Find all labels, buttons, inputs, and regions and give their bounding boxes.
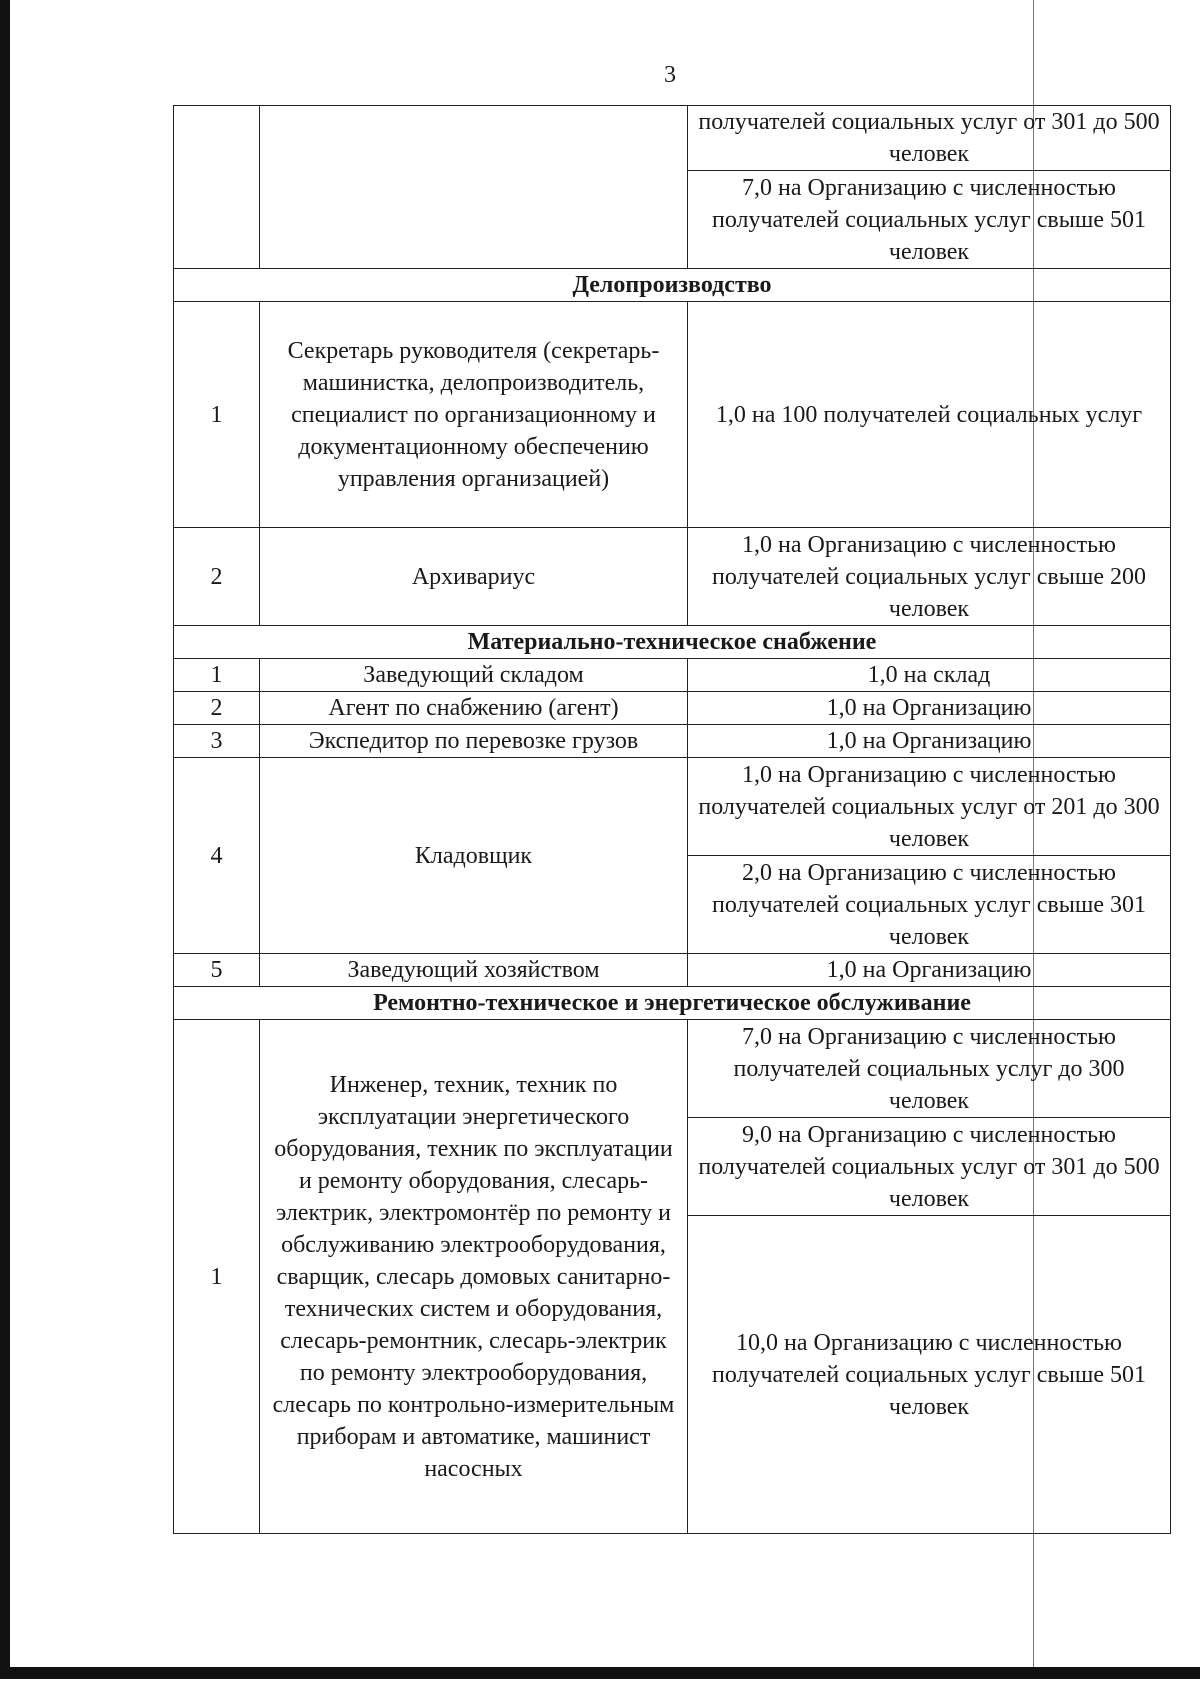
norm-cell: 7,0 на Организацию с численностью получателей социальных услуг свыше 501 человек (688, 171, 1171, 269)
table-row (174, 954, 1171, 987)
row-number: 3 (174, 725, 260, 758)
position-cell: Архивариус (260, 528, 688, 626)
table-row (174, 106, 1171, 171)
table-row (174, 725, 1171, 758)
row-number: 1 (174, 302, 260, 528)
row-number: 5 (174, 954, 260, 987)
table-row (174, 758, 1171, 856)
table-row (174, 1020, 1171, 1118)
norm-cell: 9,0 на Организацию с численностью получателей социальных услуг от 301 до 500 человек (688, 1118, 1171, 1216)
section-title: Ремонтно-техническое и энергетическое обслуживание (174, 987, 1171, 1020)
row-number: 2 (174, 692, 260, 725)
row-number (174, 106, 260, 269)
section-header-row (174, 987, 1171, 1020)
norm-cell: 1,0 на Организацию (688, 725, 1171, 758)
norm-cell: 2,0 на Организацию с численностью получателей социальных услуг свыше 301 человек (688, 856, 1171, 954)
norm-cell: получателей социальных услуг от 301 до 500 человек (688, 106, 1171, 171)
scan-border-bottom (0, 1667, 1200, 1679)
norm-cell: 1,0 на Организацию (688, 692, 1171, 725)
position-cell: Заведующий хозяйством (260, 954, 688, 987)
row-number: 2 (174, 528, 260, 626)
table-row (174, 659, 1171, 692)
position-cell: Кладовщик (260, 758, 688, 954)
section-title: Делопроизводство (174, 269, 1171, 302)
norm-cell: 1,0 на склад (688, 659, 1171, 692)
norm-cell: 1,0 на Организацию с численностью получателей социальных услуг свыше 200 человек (688, 528, 1171, 626)
position-cell: Агент по снабжению (агент) (260, 692, 688, 725)
table-row (174, 692, 1171, 725)
norm-cell: 7,0 на Организацию с численностью получателей социальных услуг до 300 человек (688, 1020, 1171, 1118)
row-number: 1 (174, 1020, 260, 1534)
page-number: 3 (664, 62, 676, 88)
norm-cell: 1,0 на Организацию с численностью получателей социальных услуг от 201 до 300 человек (688, 758, 1171, 856)
position-cell: Секретарь руководителя (секретарь-машинистка, делопроизводитель, специалист по организационному и документационному обеспечению управления организацией) (260, 302, 688, 528)
section-title: Материально-техническое снабжение (174, 626, 1171, 659)
row-number: 4 (174, 758, 260, 954)
section-header-row (174, 269, 1171, 302)
norm-cell: 1,0 на Организацию (688, 954, 1171, 987)
table-row (174, 528, 1171, 626)
section-header-row (174, 626, 1171, 659)
staffing-norms-table (173, 105, 1171, 1534)
scan-border-left (0, 0, 10, 1677)
position-cell: Инженер, техник, техник по эксплуатации энергетического оборудования, техник по эксплуатации и ремонту оборудования, слесарь-электрик, электромонтёр по ремонту и обслуживанию электрооборудования, сварщик, слесарь домовых санитарно-технических систем и оборудования, слесарь-ремонтник, слесарь-электрик по ремонту электрооборудования, слесарь по контрольно-измерительным приборам и автоматике, машинист насосных (260, 1020, 688, 1534)
norm-cell: 10,0 на Организацию с численностью получателей социальных услуг свыше 501 человек (688, 1216, 1171, 1534)
position-cell (260, 106, 688, 269)
norm-cell: 1,0 на 100 получателей социальных услуг (688, 302, 1171, 528)
position-cell: Заведующий складом (260, 659, 688, 692)
row-number: 1 (174, 659, 260, 692)
position-cell: Экспедитор по перевозке грузов (260, 725, 688, 758)
table-row (174, 302, 1171, 528)
